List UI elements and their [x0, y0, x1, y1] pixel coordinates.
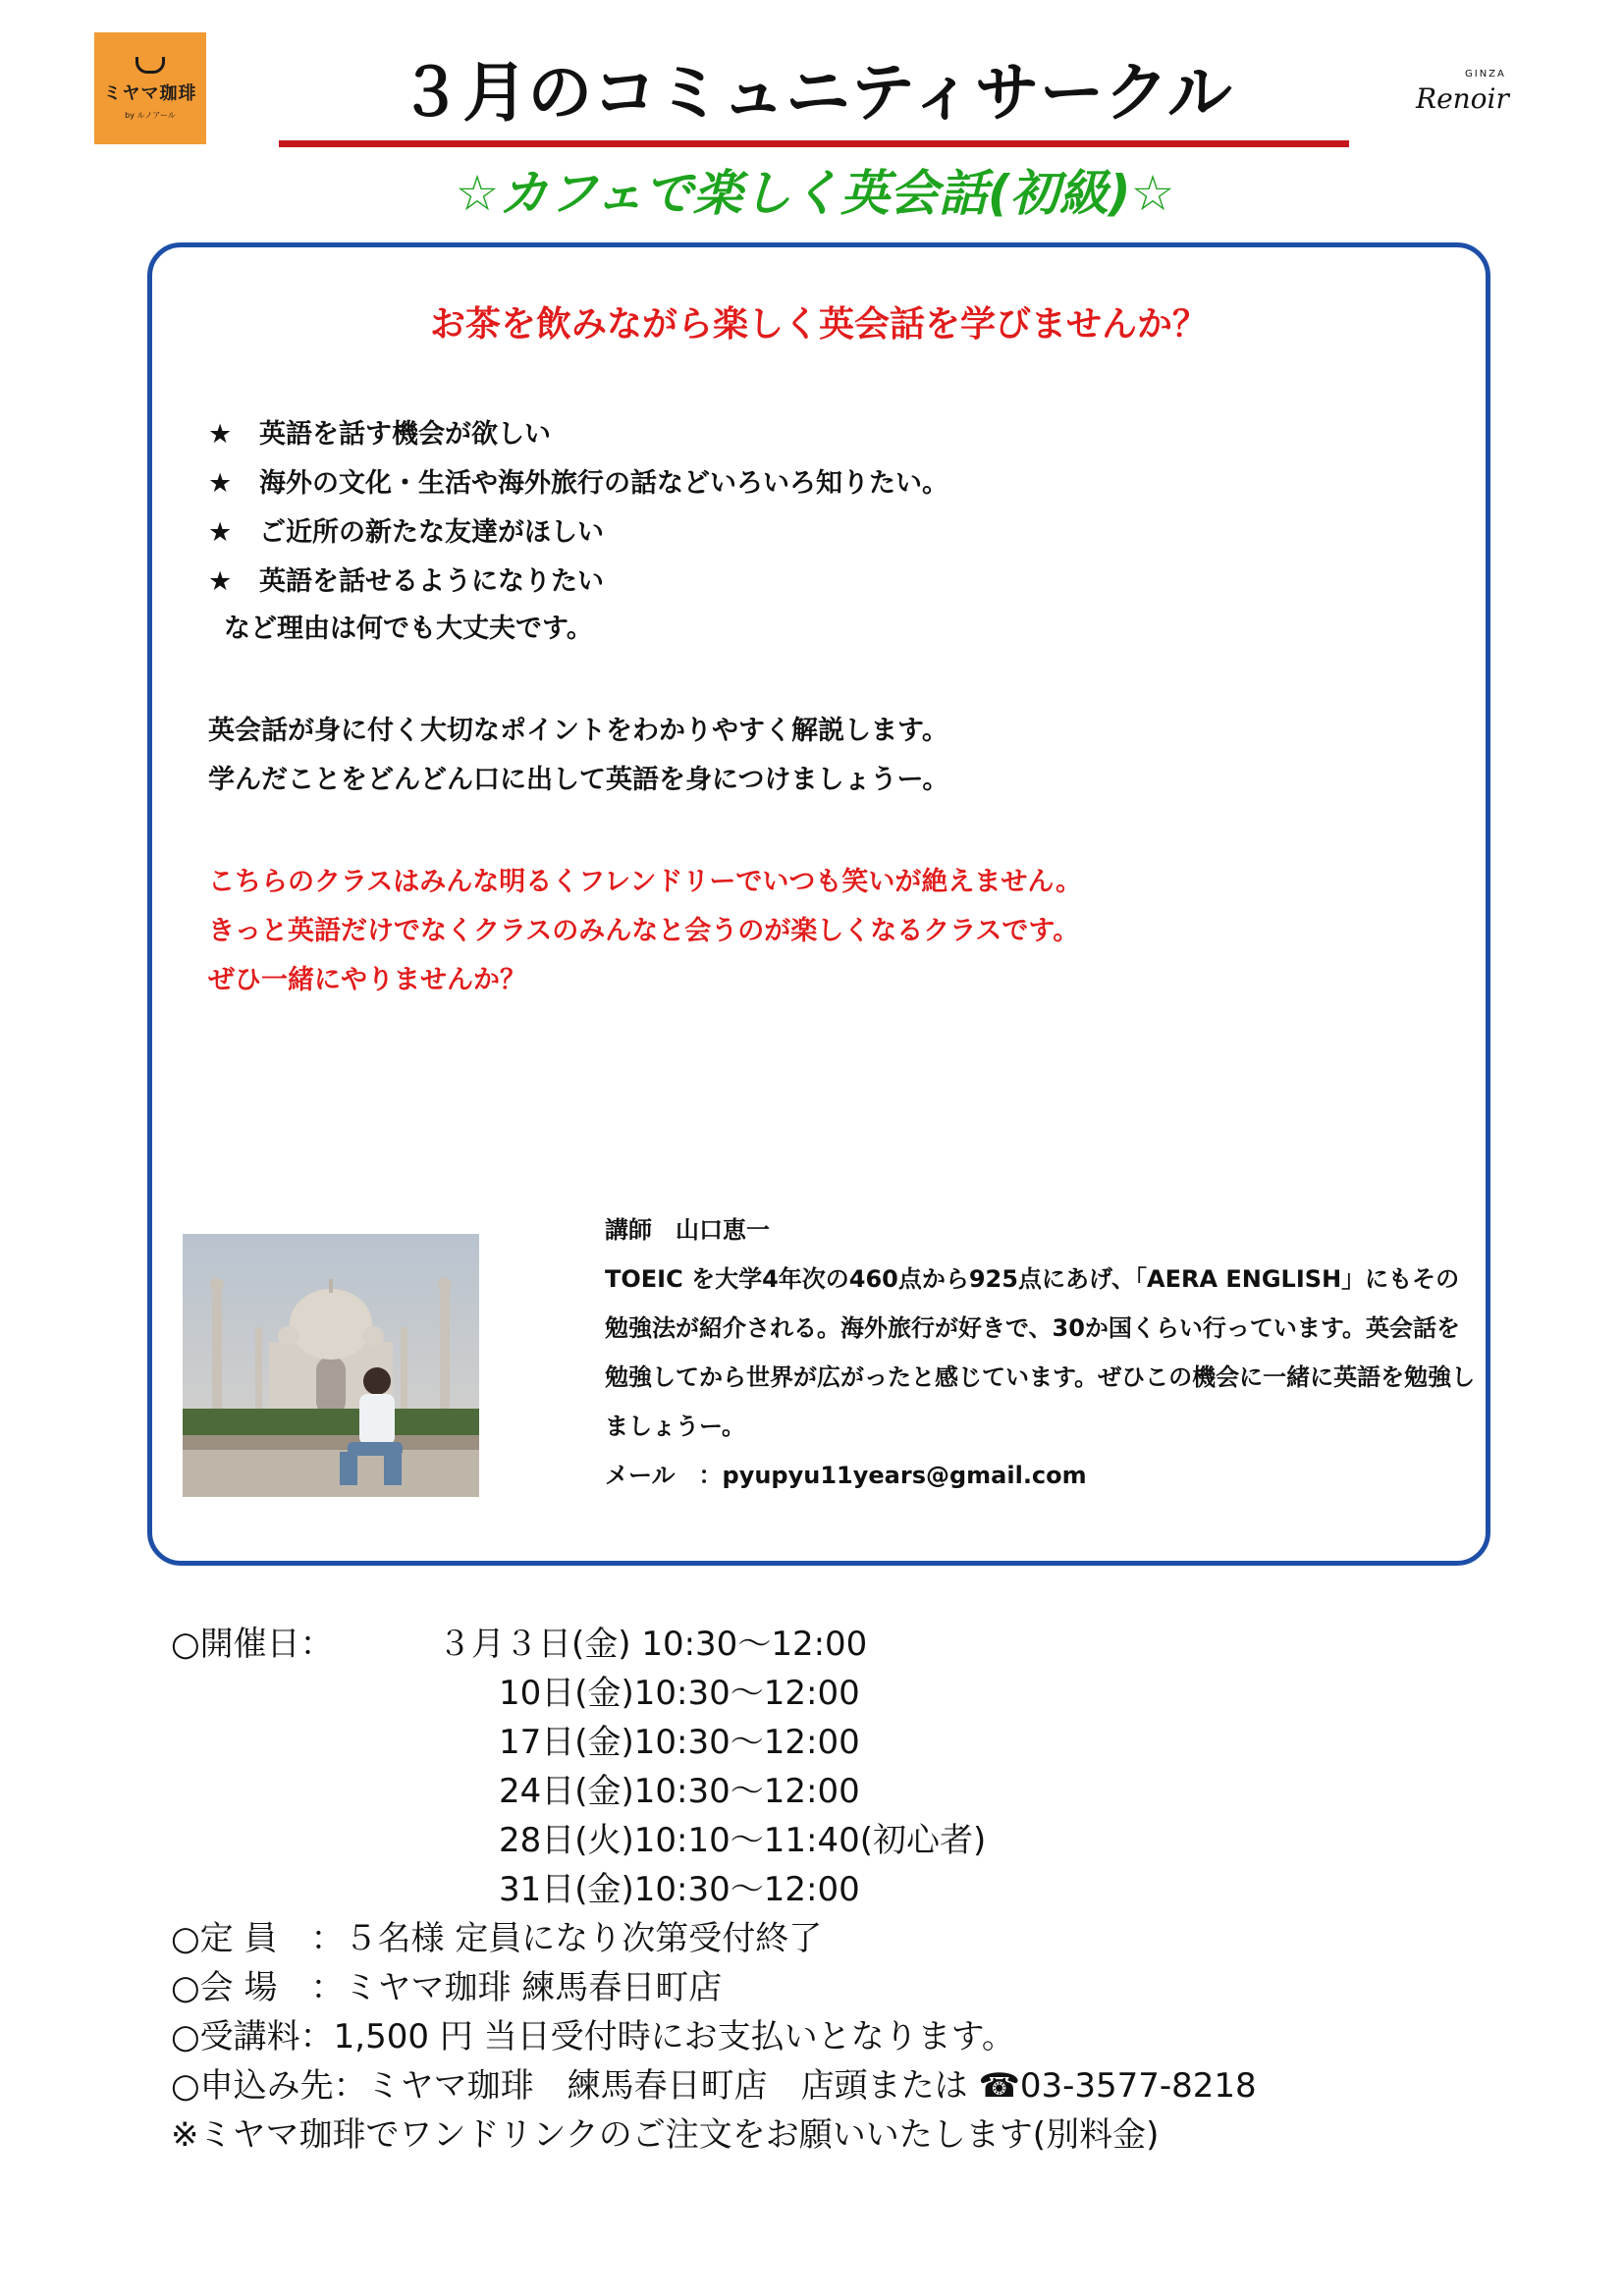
- logo-left-name: ミヤマ珈琲: [103, 82, 197, 104]
- cafe-cup-icon: [135, 57, 165, 74]
- reason-note: など理由は何でも大丈夫です。: [224, 614, 593, 644]
- instructor-photo: [183, 1234, 479, 1497]
- date-item: 10日(金)10:30～12:00: [499, 1674, 860, 1713]
- dates-section: [171, 1620, 1257, 1914]
- drink-note: ※ミヤマ珈琲でワンドリンクのご注文をお願いいたします(別料金): [171, 2115, 1160, 2155]
- instructor-name: 講師 山口恵一: [605, 1216, 770, 1244]
- logo-left-sub: by ルノアール: [125, 110, 176, 120]
- logo-right-main: Renoir: [1416, 82, 1509, 115]
- list-item-text: 英語を話せるようになりたい: [259, 566, 604, 597]
- date-item: 28日(火)10:10～11:40(初心者): [499, 1821, 987, 1860]
- instructor-email: メール ：pyupyu11years@gmail.com: [605, 1462, 1087, 1489]
- capacity-line: ○定 員 ：５名様 定員になり次第受付終了: [171, 1919, 823, 1958]
- description-paragraph: [208, 707, 948, 805]
- date-item: 24日(金)10:30～12:00: [499, 1772, 860, 1811]
- miyama-coffee-logo: [94, 32, 206, 144]
- star-icon: ★: [208, 566, 233, 597]
- date-list: [438, 1620, 986, 1914]
- paragraph-line: ぜひ一緒にやりませんか？: [208, 965, 526, 995]
- reasons-list: [208, 410, 948, 607]
- instructor-profile: [605, 1205, 1479, 1500]
- venue-line: ○会 場 ：ミヤマ珈琲 練馬春日町店: [171, 1968, 723, 2007]
- paragraph-line: きっと英語だけでなくクラスのみんなと会うのが楽しくなるクラスです。: [208, 916, 1080, 946]
- paragraph-line: 英会話が身に付く大切なポイントをわかりやすく解説します。: [208, 716, 948, 746]
- event-info: [171, 1620, 1257, 2160]
- date-item: 31日(金)10:30～12:00: [499, 1870, 860, 1909]
- list-item: [208, 410, 948, 459]
- dates-label: ○開催日：: [171, 1625, 334, 1664]
- page-subtitle: ☆カフェで楽しく英会話(初級)☆: [455, 165, 1175, 222]
- renoir-logo: [1416, 69, 1514, 118]
- date-item: 17日(金)10:30～12:00: [499, 1723, 860, 1762]
- list-item: [208, 459, 948, 508]
- star-icon: ★: [208, 517, 233, 548]
- paragraph-line: こちらのクラスはみんな明るくフレンドリーでいつも笑いが絶えません。: [208, 867, 1083, 897]
- list-item-text: ご近所の新たな友達がほしい: [259, 517, 604, 548]
- logo-right-top: GINZA: [1465, 69, 1506, 80]
- date-item: ３月３日(金) 10:30～12:00: [438, 1625, 868, 1664]
- headline: お茶を飲みながら楽しく英会話を学びませんか？: [429, 304, 1208, 345]
- paragraph-line: 学んだことをどんどん口に出して英語を身につけましょうー。: [208, 765, 949, 795]
- invitation-paragraph: [208, 858, 1082, 1005]
- list-item-text: 海外の文化・生活や海外旅行の話などいろいろ知りたい。: [259, 468, 948, 499]
- list-item-text: 英語を話す機会が欲しい: [259, 419, 551, 450]
- apply-line: ○申込み先：ミヤマ珈琲 練馬春日町店 店頭または ☎03-3577-8218: [171, 2066, 1257, 2106]
- title-underline: [279, 140, 1349, 147]
- list-item: [208, 558, 948, 607]
- list-item: [208, 508, 948, 558]
- fee-line: ○受講料：1,500 円 当日受付時にお支払いとなります。: [171, 2017, 1015, 2056]
- instructor-bio: TOEIC を大学4年次の460点から925点にあげ、「AERA ENGLISH」にもその勉強法が紹介される。海外旅行が好きで、30か国くらい行っています。英会話を勉強してから世界が広がったと感じています。ぜひこの機会に一緒に英語を勉強しましょうー。: [605, 1265, 1476, 1440]
- star-icon: ★: [208, 468, 233, 499]
- page-title: ３月のコミュニティサークル: [398, 55, 1232, 131]
- star-icon: ★: [208, 419, 233, 450]
